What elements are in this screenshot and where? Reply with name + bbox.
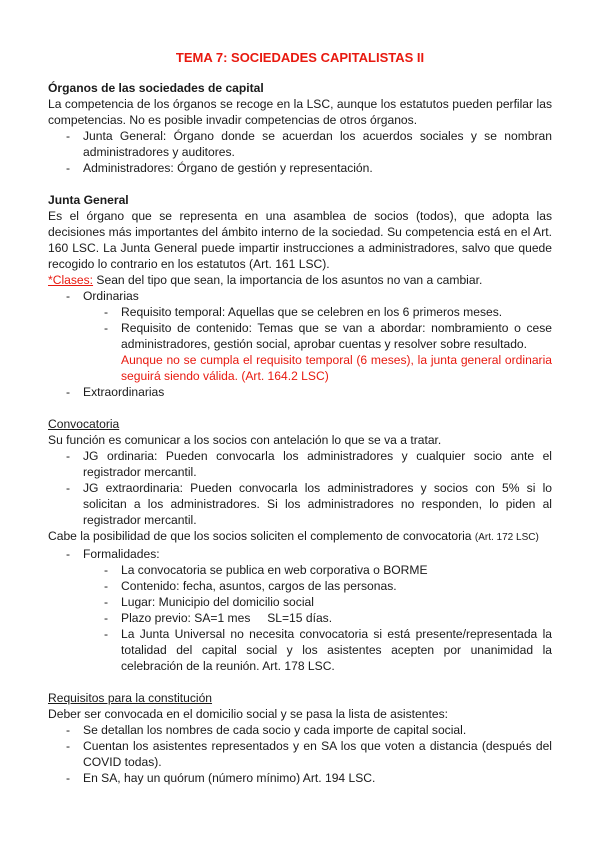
requisitos-list	[48, 722, 552, 786]
organos-intro: La competencia de los órganos se recoge en la LSC, aunque los estatutos pueden perfilar las competencias. No es posible invadir competencias de otros órganos.	[48, 97, 552, 127]
list-item: - Lugar: Municipio del domicilio social	[48, 594, 552, 610]
clases-list	[48, 288, 552, 304]
organos-list	[48, 128, 552, 176]
list-item: - Requisito temporal: Aquellas que se celebren en los 6 primeros meses.	[48, 304, 552, 320]
list-item: - Contenido: fecha, asuntos, cargos de las personas.	[48, 578, 552, 594]
ordinarias-sublist	[48, 304, 552, 352]
list-item: - Se detallan los nombres de cada socio y cada importe de capital social.	[48, 722, 552, 738]
organos-heading: Órganos de las sociedades de capital	[48, 81, 264, 95]
junta-intro: Es el órgano que se representa en una asamblea de socios (todos), que adopta las decisiones más importantes del ámbito interno de la sociedad. Su competencia está en el Art. 160 LSC. La Junta General puede impartir instrucciones a administradores, salvo que quede recogido lo contrario en los estatutos (Art. 161 LSC).	[48, 209, 552, 271]
list-item: - JG ordinaria: Pueden convocarla los administradores y cualquier socio ante el registrador mercantil.	[48, 448, 552, 480]
clases-paragraph	[48, 272, 552, 288]
list-item: - La convocatoria se publica en web corporativa o BORME	[48, 562, 552, 578]
complemento-ref: (Art. 172 LSC)	[474, 532, 539, 543]
requisitos-heading: Requisitos para la constitución	[48, 691, 213, 705]
list-item-formalidades: - Formalidades:	[48, 546, 552, 562]
list-item: - Requisito de contenido: Temas que se van a abordar: nombramiento o cese administradores, gestión social, aprobar cuentas y resolver sobre resultado.	[48, 320, 552, 352]
junta-heading: Junta General	[48, 193, 129, 207]
clases-list-extra	[48, 384, 552, 400]
complemento-paragraph	[48, 528, 552, 546]
list-item-extraordinarias: - Extraordinarias	[48, 384, 552, 400]
list-item: - Cuentan los asistentes representados y en SA los que voten a distancia (después del COVID todas).	[48, 738, 552, 770]
ordinarias-label: Ordinarias	[83, 289, 139, 303]
list-item: - Plazo previo: SA=1 mes SL=15 días.	[48, 610, 552, 626]
requisitos-intro: Deber ser convocada en el domicilio social y se pasa la lista de asistentes:	[48, 707, 448, 721]
list-item: - Junta General: Órgano donde se acuerdan los acuerdos sociales y se nombran administradores y auditores.	[48, 128, 552, 160]
list-item: - La Junta Universal no necesita convocatoria si está presente/representada la totalidad del capital social y los asistentes acepten por unanimidad la celebración de la reunión. Art. 178 LSC.	[48, 626, 552, 674]
convocatoria-heading: Convocatoria	[48, 417, 120, 431]
complemento-text: Cabe la posibilidad de que los socios soliciten el complemento de convocatoria	[48, 529, 475, 543]
list-item: - JG extraordinaria: Pueden convocarla los administradores y socios con 5% si lo solicitan a los administradores. Si los administradores no responden, lo piden al registrador mercantil.	[48, 480, 552, 528]
clases-label: *Clases:	[48, 273, 94, 287]
list-item: - Administradores: Órgano de gestión y representación.	[48, 160, 552, 176]
clases-text: Sean del tipo que sean, la importancia de los asuntos no van a cambiar.	[93, 273, 483, 287]
convocatoria-intro: Su función es comunicar a los socios con antelación lo que se va a tratar.	[48, 433, 442, 447]
ordinarias-note: Aunque no se cumpla el requisito temporal (6 meses), la junta general ordinaria seguirá siendo válida. (Art. 164.2 LSC)	[121, 353, 552, 383]
formalidades-sublist	[48, 562, 552, 674]
list-item-ordinarias	[48, 288, 552, 304]
list-item: - En SA, hay un quórum (número mínimo) Art. 194 LSC.	[48, 770, 552, 786]
formalidades-list	[48, 546, 552, 562]
convocatoria-list	[48, 448, 552, 528]
page-title: TEMA 7: SOCIEDADES CAPITALISTAS II	[175, 50, 425, 65]
